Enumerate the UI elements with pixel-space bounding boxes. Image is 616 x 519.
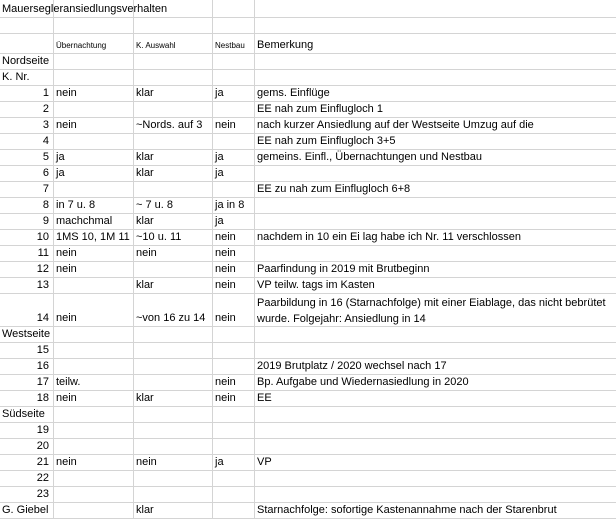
cell[interactable] <box>255 18 616 33</box>
cell-nr[interactable] <box>0 182 54 197</box>
table-row <box>0 214 616 230</box>
cell-nr[interactable] <box>0 294 54 326</box>
cell-nestbau[interactable] <box>213 102 255 117</box>
table-row <box>0 262 616 278</box>
cell-uebernachtung-text: nein <box>56 392 77 404</box>
cell-k-auswahl[interactable] <box>134 150 213 165</box>
cell[interactable] <box>255 70 616 85</box>
cell-bemerkung[interactable] <box>255 230 616 245</box>
cell-nestbau-text: ja <box>215 151 224 163</box>
cell-uebernachtung-text: nein <box>56 456 77 468</box>
cell-k-auswahl-text: ~ 7 u. 8 <box>136 199 174 211</box>
section-westseite-text: Westseite <box>2 328 51 340</box>
cell-nr[interactable] <box>0 471 54 486</box>
cell-nr-text: 22 <box>36 472 49 484</box>
cell-uebernachtung[interactable] <box>54 182 134 197</box>
cell-nr[interactable] <box>0 455 54 470</box>
table-row <box>0 86 616 102</box>
cell-nr-text: 17 <box>36 376 49 388</box>
cell[interactable] <box>54 54 134 69</box>
cell-nr-text: 21 <box>36 456 49 468</box>
cell-k-auswahl[interactable] <box>134 487 213 502</box>
table-row <box>0 439 616 455</box>
cell-nestbau-text: nein <box>215 279 236 291</box>
cell-uebernachtung[interactable] <box>54 423 134 438</box>
cell-uebernachtung-text: 1MS 10, 1M 11 <box>56 231 130 243</box>
cell[interactable] <box>213 0 255 17</box>
cell-bemerkung[interactable] <box>255 359 616 374</box>
cell-uebernachtung[interactable] <box>54 343 134 358</box>
cell-k-auswahl[interactable] <box>134 118 213 133</box>
cell-nr[interactable] <box>0 375 54 390</box>
cell-nr-text: 10 <box>36 231 49 243</box>
cell-bemerkung[interactable] <box>255 375 616 390</box>
cell-bemerkung-text: Starnachfolge: sofortige Kastenannahme nach der Starenbrut <box>257 504 557 516</box>
cell-nestbau-text: ja <box>215 87 224 99</box>
cell-nr-text: 8 <box>42 199 49 211</box>
cell-bemerkung[interactable] <box>255 102 616 117</box>
sheet-title-text: Mauersegleransiedlungsverhalten <box>2 3 168 15</box>
sheet-title[interactable] <box>0 0 168 17</box>
cell-k-auswahl-text: ~von 16 zu 14 <box>136 312 206 324</box>
cell-nr[interactable] <box>0 118 54 133</box>
cell-nestbau-text: ja <box>215 456 224 468</box>
cell-k-auswahl[interactable] <box>134 102 213 117</box>
cell-nr-text: 20 <box>36 440 49 452</box>
cell-uebernachtung-text: nein <box>56 312 77 324</box>
cell-k-auswahl-text: klar <box>136 504 154 516</box>
cell-k-auswahl-text: klar <box>136 167 154 179</box>
cell-nestbau[interactable] <box>213 150 255 165</box>
section-row <box>0 54 616 70</box>
cell-k-auswahl[interactable] <box>134 343 213 358</box>
label-k-nr-text: K. Nr. <box>2 71 30 83</box>
cell-bemerkung[interactable] <box>255 166 616 181</box>
cell-bemerkung-text: Paarfindung in 2019 mit Brutbeginn <box>257 263 430 275</box>
cell-nr-text: 15 <box>36 344 49 356</box>
cell-nestbau-text: nein <box>215 247 236 259</box>
cell-bemerkung[interactable] <box>255 343 616 358</box>
cell-nestbau[interactable] <box>213 503 255 518</box>
cell-nestbau[interactable] <box>213 439 255 454</box>
label-g-giebel-text: G. Giebel <box>2 504 49 516</box>
cell-k-auswahl[interactable] <box>134 359 213 374</box>
cell-uebernachtung-text: nein <box>56 87 77 99</box>
cell-nestbau-text: nein <box>215 376 236 388</box>
cell-uebernachtung-text: nein <box>56 263 77 275</box>
cell-k-auswahl[interactable] <box>134 278 213 293</box>
label-g-giebel[interactable] <box>0 503 54 518</box>
cell-nr-text: 13 <box>36 279 49 291</box>
cell-k-auswahl[interactable] <box>134 471 213 486</box>
section-nordseite[interactable] <box>0 54 54 69</box>
cell-uebernachtung-text: in 7 u. 8 <box>56 199 96 211</box>
table-row <box>0 246 616 262</box>
cell-k-auswahl-text: klar <box>136 87 154 99</box>
cell-nr[interactable] <box>0 391 54 406</box>
cell-k-auswahl[interactable] <box>134 182 213 197</box>
cell-nr[interactable] <box>0 102 54 117</box>
cell-nestbau-text: ja in 8 <box>215 199 245 211</box>
cell-nr-text: 12 <box>36 263 49 275</box>
cell-nr[interactable] <box>0 86 54 101</box>
cell-uebernachtung-text: teilw. <box>56 376 81 388</box>
cell-uebernachtung[interactable] <box>54 455 134 470</box>
cell-bemerkung-text: EE nah zum Einflugloch 1 <box>257 103 383 115</box>
cell-bemerkung[interactable] <box>255 391 616 406</box>
table-row <box>0 166 616 182</box>
empty-row <box>0 18 616 34</box>
table-row <box>0 487 616 503</box>
cell-nestbau[interactable] <box>213 118 255 133</box>
cell-uebernachtung[interactable] <box>54 439 134 454</box>
cell-nr-text: 14 <box>36 312 49 324</box>
cell-nestbau-text: nein <box>215 119 236 131</box>
cell[interactable] <box>213 407 255 422</box>
cell-nestbau[interactable] <box>213 246 255 261</box>
cell-k-auswahl[interactable] <box>134 375 213 390</box>
cell-uebernachtung[interactable] <box>54 214 134 229</box>
section-westseite[interactable] <box>0 327 54 342</box>
cell-bemerkung-text: gems. Einflüge <box>257 87 330 99</box>
cell-uebernachtung[interactable] <box>54 150 134 165</box>
cell-nr-text: 7 <box>42 183 49 195</box>
cell-uebernachtung[interactable] <box>54 198 134 213</box>
cell-nestbau[interactable] <box>213 214 255 229</box>
table-row <box>0 278 616 294</box>
cell-bemerkung[interactable] <box>255 423 616 438</box>
cell-nr-text: 23 <box>36 488 49 500</box>
cell-nestbau-text: ja <box>215 215 224 227</box>
cell-k-auswahl-text: ~10 u. 11 <box>136 231 182 243</box>
cell-bemerkung-text: EE nah zum Einflugloch 3+5 <box>257 135 396 147</box>
cell[interactable] <box>54 407 134 422</box>
cell-k-auswahl-text: klar <box>136 215 154 227</box>
cell-nr[interactable] <box>0 343 54 358</box>
cell-nr[interactable] <box>0 150 54 165</box>
header-k-auswahl[interactable] <box>134 34 213 53</box>
cell-nestbau-text: nein <box>215 263 236 275</box>
cell-nestbau[interactable] <box>213 134 255 149</box>
table-row <box>0 391 616 407</box>
cell-nr[interactable] <box>0 214 54 229</box>
cell-uebernachtung[interactable] <box>54 294 134 326</box>
cell-nestbau[interactable] <box>213 230 255 245</box>
cell-k-auswahl-text: klar <box>136 151 154 163</box>
cell-nestbau[interactable] <box>213 86 255 101</box>
table-row <box>0 503 616 519</box>
cell-uebernachtung[interactable] <box>54 262 134 277</box>
cell-bemerkung-text: gemeins. Einfl., Übernachtungen und Nestbau <box>257 151 483 163</box>
cell-nr-text: 11 <box>37 247 49 259</box>
cell-nr[interactable] <box>0 278 54 293</box>
table-row <box>0 134 616 150</box>
cell-bemerkung[interactable] <box>255 503 616 518</box>
cell-uebernachtung[interactable] <box>54 230 134 245</box>
cell-nestbau-text: ja <box>215 167 224 179</box>
table-row <box>0 359 616 375</box>
cell-uebernachtung[interactable] <box>54 503 134 518</box>
cell-uebernachtung[interactable] <box>54 86 134 101</box>
cell-nestbau[interactable] <box>213 343 255 358</box>
header-bemerkung-text: Bemerkung <box>257 39 314 51</box>
cell-k-auswahl[interactable] <box>134 166 213 181</box>
cell-uebernachtung[interactable] <box>54 134 134 149</box>
cell-k-auswahl[interactable] <box>134 134 213 149</box>
cell-nestbau[interactable] <box>213 198 255 213</box>
section-suedseite[interactable] <box>0 407 54 422</box>
header-uebernachtung[interactable] <box>54 34 134 53</box>
section-row <box>0 407 616 423</box>
cell-nestbau-text: nein <box>215 312 236 324</box>
cell[interactable] <box>0 18 54 33</box>
cell-nr-text: 2 <box>42 103 49 115</box>
cell-nr-text: 16 <box>36 360 49 372</box>
table-row <box>0 471 616 487</box>
cell-k-auswahl[interactable] <box>134 391 213 406</box>
cell-nestbau[interactable] <box>213 294 255 326</box>
cell-nr[interactable] <box>0 262 54 277</box>
cell-nr[interactable] <box>0 487 54 502</box>
cell-nestbau[interactable] <box>213 278 255 293</box>
header-nestbau-text: Nestbau <box>215 41 245 50</box>
header-bemerkung[interactable] <box>255 34 616 53</box>
cell-uebernachtung[interactable] <box>54 278 134 293</box>
cell-bemerkung-text: nachdem in 10 ein Ei lag habe ich Nr. 11 verschlossen <box>257 231 521 243</box>
cell-bemerkung[interactable] <box>255 262 616 277</box>
cell-k-auswahl[interactable] <box>134 214 213 229</box>
table-row <box>0 118 616 134</box>
cell-nr-text: 5 <box>42 151 49 163</box>
cell-k-auswahl[interactable] <box>134 423 213 438</box>
cell-bemerkung[interactable] <box>255 198 616 213</box>
cell[interactable] <box>134 70 213 85</box>
cell-k-auswahl[interactable] <box>134 455 213 470</box>
cell-bemerkung-text: EE <box>257 392 272 404</box>
cell-bemerkung[interactable] <box>255 150 616 165</box>
cell-uebernachtung[interactable] <box>54 487 134 502</box>
cell[interactable] <box>54 327 134 342</box>
cell-bemerkung[interactable] <box>255 86 616 101</box>
cell[interactable] <box>213 70 255 85</box>
cell[interactable] <box>213 54 255 69</box>
cell-nestbau-text: nein <box>215 231 236 243</box>
cell[interactable] <box>213 18 255 33</box>
cell-nr-text: 6 <box>42 167 49 179</box>
table-row <box>0 455 616 471</box>
header-k-auswahl-text: K. Auswahl <box>136 41 176 50</box>
cell-bemerkung[interactable] <box>255 487 616 502</box>
cell-k-auswahl-text: nein <box>136 247 157 259</box>
cell-uebernachtung-text: ja <box>56 151 65 163</box>
cell-k-auswahl[interactable] <box>134 262 213 277</box>
table-row <box>0 102 616 118</box>
cell-bemerkung[interactable] <box>255 439 616 454</box>
cell-bemerkung[interactable] <box>255 455 616 470</box>
cell-nestbau[interactable] <box>213 375 255 390</box>
cell-nestbau[interactable] <box>213 182 255 197</box>
header-row <box>0 34 616 54</box>
cell-bemerkung[interactable] <box>255 278 616 293</box>
cell-uebernachtung[interactable] <box>54 166 134 181</box>
label-k-nr[interactable] <box>0 70 54 85</box>
title-row <box>0 0 616 18</box>
cell[interactable] <box>255 0 616 17</box>
cell-bemerkung[interactable] <box>255 294 616 326</box>
cell-nestbau[interactable] <box>213 471 255 486</box>
cell-bemerkung[interactable] <box>255 118 616 133</box>
cell-uebernachtung[interactable] <box>54 102 134 117</box>
cell-k-auswahl-text: klar <box>136 279 154 291</box>
cell-bemerkung-text: VP teilw. tags im Kasten <box>257 279 375 291</box>
table-row <box>0 198 616 214</box>
cell-k-auswahl[interactable] <box>134 198 213 213</box>
cell-bemerkung-text: Bp. Aufgabe und Wiedernasiedlung in 2020 <box>257 376 469 388</box>
section-row <box>0 327 616 343</box>
cell[interactable] <box>213 327 255 342</box>
cell-nr[interactable] <box>0 423 54 438</box>
cell-nestbau[interactable] <box>213 487 255 502</box>
cell-nr-text: 19 <box>36 424 49 436</box>
cell-nr-text: 1 <box>42 87 49 99</box>
cell-k-auswahl[interactable] <box>134 294 213 326</box>
cell-nr[interactable] <box>0 134 54 149</box>
table-row <box>0 294 616 327</box>
cell-bemerkung-text: nach kurzer Ansiedlung auf der Westseite Umzug auf die <box>257 119 534 131</box>
header-uebernachtung-text: Übernachtung <box>56 41 107 50</box>
cell-nestbau[interactable] <box>213 455 255 470</box>
cell-nr[interactable] <box>0 246 54 261</box>
cell-bemerkung[interactable] <box>255 246 616 261</box>
cell-uebernachtung[interactable] <box>54 471 134 486</box>
cell-k-auswahl[interactable] <box>134 86 213 101</box>
cell[interactable] <box>134 18 213 33</box>
cell-k-auswahl-text: ~Nords. auf 3 <box>136 119 203 131</box>
cell-nr-text: 9 <box>42 215 49 227</box>
table-row <box>0 150 616 166</box>
knr-row <box>0 70 616 86</box>
cell-uebernachtung-text: nein <box>56 119 77 131</box>
cell-uebernachtung-text: nein <box>56 247 77 259</box>
cell-nr[interactable] <box>0 198 54 213</box>
cell-nestbau[interactable] <box>213 423 255 438</box>
cell[interactable] <box>134 407 213 422</box>
cell-bemerkung[interactable] <box>255 182 616 197</box>
cell-nr[interactable] <box>0 166 54 181</box>
table-row <box>0 230 616 246</box>
cell[interactable] <box>134 327 213 342</box>
cell-k-auswahl[interactable] <box>134 439 213 454</box>
section-nordseite-text: Nordseite <box>2 55 50 67</box>
cell-bemerkung[interactable] <box>255 214 616 229</box>
cell-bemerkung[interactable] <box>255 134 616 149</box>
cell-nr-text: 18 <box>36 392 49 404</box>
section-suedseite-text: Südseite <box>2 408 45 420</box>
cell[interactable] <box>0 34 54 53</box>
cell-bemerkung-text: Paarbildung in 16 (Starnachfolge) mit einer Eiablage, das nicht bebrütet wurde. Folgejahr: Ansiedlung in 14 <box>257 297 606 325</box>
cell-k-auswahl-text: klar <box>136 392 154 404</box>
cell-uebernachtung[interactable] <box>54 246 134 261</box>
cell-nestbau[interactable] <box>213 166 255 181</box>
cell-uebernachtung[interactable] <box>54 391 134 406</box>
cell-bemerkung-text: 2019 Brutplatz / 2020 wechsel nach 17 <box>257 360 447 372</box>
cell-uebernachtung[interactable] <box>54 118 134 133</box>
cell-k-auswahl-text: nein <box>136 456 157 468</box>
cell-nestbau[interactable] <box>213 391 255 406</box>
table-row <box>0 375 616 391</box>
cell[interactable] <box>54 70 134 85</box>
cell-nestbau[interactable] <box>213 359 255 374</box>
cell-k-auswahl[interactable] <box>134 503 213 518</box>
header-nestbau[interactable] <box>213 34 255 53</box>
cell[interactable] <box>54 18 134 33</box>
cell-k-auswahl[interactable] <box>134 246 213 261</box>
cell-bemerkung-text: EE zu nah zum Einflugloch 6+8 <box>257 183 411 195</box>
cell-nestbau[interactable] <box>213 262 255 277</box>
cell-nr-text: 3 <box>42 119 49 131</box>
cell-uebernachtung-text: ja <box>56 167 65 179</box>
cell-uebernachtung[interactable] <box>54 375 134 390</box>
cell-uebernachtung[interactable] <box>54 359 134 374</box>
cell-nr[interactable] <box>0 230 54 245</box>
cell-bemerkung-text: VP <box>257 456 272 468</box>
cell[interactable] <box>255 327 616 342</box>
cell[interactable] <box>255 54 616 69</box>
table-row <box>0 423 616 439</box>
cell-nr[interactable] <box>0 439 54 454</box>
cell-nr-text: 4 <box>42 135 49 147</box>
table-row <box>0 343 616 359</box>
cell-k-auswahl[interactable] <box>134 230 213 245</box>
cell-bemerkung[interactable] <box>255 471 616 486</box>
cell-nr[interactable] <box>0 359 54 374</box>
table-row <box>0 182 616 198</box>
cell-nestbau-text: nein <box>215 392 236 404</box>
cell[interactable] <box>134 54 213 69</box>
cell-uebernachtung-text: machchmal <box>56 215 113 227</box>
cell[interactable] <box>255 407 616 422</box>
